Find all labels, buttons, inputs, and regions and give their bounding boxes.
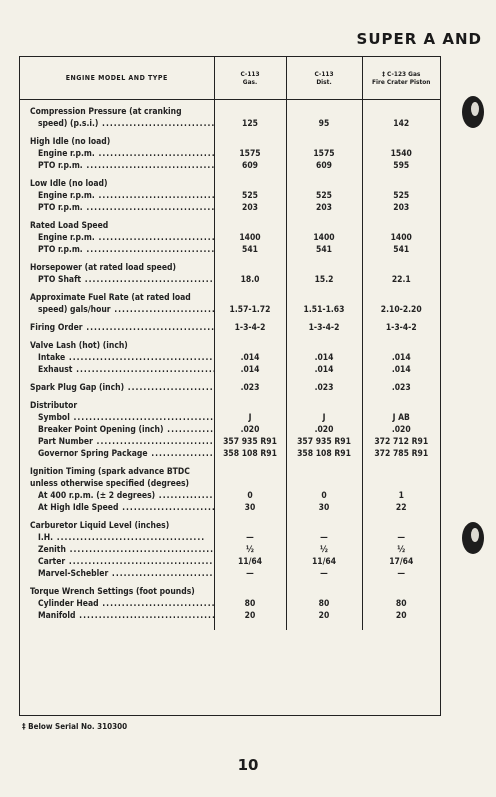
row-label-cell bbox=[20, 190, 214, 202]
empty-cell bbox=[214, 262, 286, 274]
table-row bbox=[20, 544, 440, 556]
value-cell: J bbox=[286, 412, 362, 424]
empty-cell bbox=[286, 478, 362, 490]
row-label: Marvel-Schebler ..... bbox=[38, 569, 214, 579]
row-label-line bbox=[30, 232, 214, 244]
value-cell: 0 bbox=[286, 490, 362, 502]
row-label-cell bbox=[20, 304, 214, 316]
filler-cell bbox=[214, 622, 286, 630]
section-title-row bbox=[20, 400, 440, 412]
filler-cell bbox=[286, 622, 362, 630]
empty-cell bbox=[362, 106, 440, 118]
value-cell: 142 bbox=[362, 118, 440, 130]
value-cell: ½ bbox=[362, 544, 440, 556]
value-cell: J AB bbox=[362, 412, 440, 424]
table-row bbox=[20, 190, 440, 202]
col-header-c113-dist bbox=[286, 57, 362, 99]
row-label: At High Idle Speed ..... bbox=[38, 503, 214, 513]
value-cell: 125 bbox=[214, 118, 286, 130]
row-label-line bbox=[30, 448, 214, 460]
row-label-line bbox=[30, 424, 214, 436]
section-title: Carburetor Liquid Level (inches) bbox=[30, 520, 170, 531]
value-cell: 20 bbox=[214, 610, 286, 622]
value-cell: 372 785 R91 bbox=[362, 448, 440, 460]
value-cell: ½ bbox=[286, 544, 362, 556]
table-row bbox=[20, 232, 440, 244]
section-title: Torque Wrench Settings (foot pounds) bbox=[30, 586, 195, 597]
col-header-line: Gas. bbox=[242, 77, 258, 86]
empty-cell bbox=[214, 586, 286, 598]
value-cell: 541 bbox=[214, 244, 286, 256]
table-row bbox=[20, 274, 440, 286]
row-label: Carter ..... bbox=[38, 557, 214, 567]
value-cell: 1-3-4-2 bbox=[286, 322, 362, 334]
table-row bbox=[20, 322, 440, 334]
table-row bbox=[20, 412, 440, 424]
value-cell: 1-3-4-2 bbox=[214, 322, 286, 334]
row-label: speed) (p.s.i.) ..... bbox=[38, 119, 214, 129]
empty-cell bbox=[362, 292, 440, 304]
value-cell: 372 712 R91 bbox=[362, 436, 440, 448]
table-row bbox=[20, 598, 440, 610]
row-label-line bbox=[30, 610, 214, 622]
section-title-row bbox=[20, 292, 440, 304]
table-row bbox=[20, 160, 440, 172]
empty-cell bbox=[214, 478, 286, 490]
empty-cell bbox=[214, 292, 286, 304]
value-cell: 80 bbox=[362, 598, 440, 610]
row-label: PTO r.p.m. ..... bbox=[38, 245, 214, 255]
value-cell: — bbox=[362, 568, 440, 580]
value-cell: 1.57-1.72 bbox=[214, 304, 286, 316]
col-header-line: Dist. bbox=[316, 77, 332, 86]
page-number: 10 bbox=[237, 756, 259, 774]
row-label-cell bbox=[20, 502, 214, 514]
value-cell: — bbox=[214, 568, 286, 580]
row-label: Engine r.p.m. ..... bbox=[38, 191, 214, 201]
section-title: High Idle (no load) bbox=[30, 136, 111, 147]
section-title: Compression Pressure (at cranking bbox=[30, 106, 182, 117]
section-title-row bbox=[20, 586, 440, 598]
value-cell: 1400 bbox=[286, 232, 362, 244]
value-cell: 541 bbox=[286, 244, 362, 256]
table-row bbox=[20, 304, 440, 316]
empty-cell bbox=[214, 136, 286, 148]
value-cell: 357 935 R91 bbox=[286, 436, 362, 448]
row-label-line bbox=[30, 436, 214, 448]
empty-cell bbox=[286, 262, 362, 274]
empty-cell bbox=[286, 400, 362, 412]
row-label-cell bbox=[20, 232, 214, 244]
empty-cell bbox=[362, 466, 440, 478]
value-cell: 80 bbox=[214, 598, 286, 610]
value-cell: J bbox=[214, 412, 286, 424]
value-cell: 1-3-4-2 bbox=[362, 322, 440, 334]
row-label: Engine r.p.m. ..... bbox=[38, 233, 214, 243]
row-label-cell bbox=[20, 148, 214, 160]
table-row bbox=[20, 502, 440, 514]
row-label: Zenith ..... bbox=[38, 545, 214, 555]
row-label-cell bbox=[20, 202, 214, 214]
binder-hole-bottom bbox=[462, 522, 484, 554]
value-cell: .014 bbox=[214, 364, 286, 376]
value-cell: 203 bbox=[286, 202, 362, 214]
empty-cell bbox=[286, 220, 362, 232]
empty-cell bbox=[362, 262, 440, 274]
row-label-cell bbox=[20, 556, 214, 568]
row-label-line bbox=[30, 244, 214, 256]
empty-cell bbox=[362, 478, 440, 490]
value-cell: 595 bbox=[362, 160, 440, 172]
empty-cell bbox=[362, 220, 440, 232]
value-cell: .014 bbox=[286, 364, 362, 376]
row-label-line bbox=[30, 160, 214, 172]
section-title: Horsepower (at rated load speed) bbox=[30, 262, 177, 273]
row-label-cell bbox=[20, 532, 214, 544]
param-column-header: ENGINE MODEL AND TYPE bbox=[65, 73, 168, 82]
table-row bbox=[20, 610, 440, 622]
row-label: speed) gals/hour ..... bbox=[38, 305, 214, 315]
section-title: Distributor bbox=[30, 400, 78, 411]
value-cell: 1400 bbox=[362, 232, 440, 244]
value-cell: .014 bbox=[286, 352, 362, 364]
row-label-line bbox=[30, 490, 214, 502]
row-label: Cylinder Head ..... bbox=[38, 599, 214, 609]
row-label-line bbox=[30, 202, 214, 214]
table-row bbox=[20, 364, 440, 376]
section-title: Approximate Fuel Rate (at rated load bbox=[30, 292, 191, 303]
empty-cell bbox=[362, 586, 440, 598]
value-cell: 525 bbox=[362, 190, 440, 202]
value-cell: — bbox=[362, 532, 440, 544]
row-label-line bbox=[30, 148, 214, 160]
value-cell: 1 bbox=[362, 490, 440, 502]
section-title: Low Idle (no load) bbox=[30, 178, 108, 189]
value-cell: 358 108 R91 bbox=[286, 448, 362, 460]
table-row bbox=[20, 556, 440, 568]
table-row bbox=[20, 490, 440, 502]
value-cell: 1.51-1.63 bbox=[286, 304, 362, 316]
section-title-row bbox=[20, 478, 440, 490]
empty-cell bbox=[286, 586, 362, 598]
row-label: Governor Spring Package ..... bbox=[38, 449, 214, 459]
col-header-line: ‡ C-123 Gas bbox=[382, 69, 421, 78]
section-title-row bbox=[20, 466, 440, 478]
empty-cell bbox=[214, 106, 286, 118]
section-title-row bbox=[20, 520, 440, 532]
table-row bbox=[20, 436, 440, 448]
value-cell: 15.2 bbox=[286, 274, 362, 286]
row-label: Intake ..... bbox=[38, 353, 214, 363]
section-title: Valve Lash (hot) (inch) bbox=[30, 340, 128, 351]
row-label-cell bbox=[20, 568, 214, 580]
empty-cell bbox=[286, 340, 362, 352]
value-cell: — bbox=[286, 532, 362, 544]
empty-cell bbox=[362, 400, 440, 412]
section-title: Rated Load Speed bbox=[30, 220, 109, 231]
empty-cell bbox=[286, 106, 362, 118]
row-label-line bbox=[30, 304, 214, 316]
row-label-cell bbox=[20, 448, 214, 460]
row-label-line bbox=[30, 118, 214, 130]
row-label: Manifold ..... bbox=[38, 611, 214, 621]
value-cell: .023 bbox=[214, 382, 286, 394]
row-label-line bbox=[30, 544, 214, 556]
table-row bbox=[20, 424, 440, 436]
row-label-cell bbox=[20, 364, 214, 376]
value-cell: .020 bbox=[362, 424, 440, 436]
empty-cell bbox=[214, 520, 286, 532]
row-label-cell bbox=[20, 244, 214, 256]
value-cell: .023 bbox=[286, 382, 362, 394]
value-cell: 358 108 R91 bbox=[214, 448, 286, 460]
row-label-line bbox=[30, 556, 214, 568]
empty-cell bbox=[214, 400, 286, 412]
value-cell: 357 935 R91 bbox=[214, 436, 286, 448]
row-label: Spark Plug Gap (inch) ..... bbox=[30, 383, 214, 393]
filler-row bbox=[20, 622, 440, 630]
col-header-c123-gas bbox=[362, 57, 440, 99]
value-cell: 1540 bbox=[362, 148, 440, 160]
row-label-line bbox=[30, 568, 214, 580]
row-label-cell bbox=[20, 118, 214, 130]
value-cell: 203 bbox=[362, 202, 440, 214]
col-header-line: Fire Crater Piston bbox=[372, 77, 431, 86]
section-title-row bbox=[20, 220, 440, 232]
row-label: Breaker Point Opening (inch) ..... bbox=[38, 425, 214, 435]
value-cell: 22.1 bbox=[362, 274, 440, 286]
value-cell: 1575 bbox=[214, 148, 286, 160]
table-row bbox=[20, 352, 440, 364]
value-cell: 18.0 bbox=[214, 274, 286, 286]
empty-cell bbox=[286, 292, 362, 304]
empty-cell bbox=[214, 466, 286, 478]
section-title-row bbox=[20, 136, 440, 148]
value-cell: — bbox=[286, 568, 362, 580]
empty-cell bbox=[362, 178, 440, 190]
row-label-line bbox=[30, 190, 214, 202]
table-row bbox=[20, 568, 440, 580]
section-title-row bbox=[20, 106, 440, 118]
value-cell: ½ bbox=[214, 544, 286, 556]
section-title-row bbox=[20, 178, 440, 190]
value-cell: 0 bbox=[214, 490, 286, 502]
value-cell: 30 bbox=[214, 502, 286, 514]
row-label-line bbox=[30, 322, 214, 334]
value-cell: 2.10-2.20 bbox=[362, 304, 440, 316]
filler-cell bbox=[362, 622, 440, 630]
col-header-line: C-113 bbox=[314, 69, 334, 78]
value-cell: — bbox=[214, 532, 286, 544]
value-cell: 30 bbox=[286, 502, 362, 514]
empty-cell bbox=[214, 220, 286, 232]
value-cell: 541 bbox=[362, 244, 440, 256]
section-title-row bbox=[20, 262, 440, 274]
table-row bbox=[20, 148, 440, 160]
empty-cell bbox=[214, 340, 286, 352]
col-header-c113-gas bbox=[214, 57, 286, 99]
row-label-cell bbox=[20, 436, 214, 448]
row-label-line bbox=[30, 598, 214, 610]
row-label-cell bbox=[20, 424, 214, 436]
row-label-cell bbox=[20, 544, 214, 556]
value-cell: .023 bbox=[362, 382, 440, 394]
row-label: Engine r.p.m. ..... bbox=[38, 149, 214, 159]
col-header-line: C-113 bbox=[240, 69, 260, 78]
value-cell: 80 bbox=[286, 598, 362, 610]
row-label-cell bbox=[20, 274, 214, 286]
value-cell: 609 bbox=[214, 160, 286, 172]
filler-cell bbox=[20, 622, 214, 630]
value-cell: 11/64 bbox=[286, 556, 362, 568]
table-row bbox=[20, 532, 440, 544]
footnote: ‡ Below Serial No. 310300 bbox=[22, 722, 128, 731]
table-row bbox=[20, 382, 440, 394]
value-cell: .014 bbox=[362, 352, 440, 364]
empty-cell bbox=[286, 136, 362, 148]
value-cell: 525 bbox=[214, 190, 286, 202]
row-label-cell bbox=[20, 490, 214, 502]
table-row bbox=[20, 202, 440, 214]
row-label: PTO r.p.m. ..... bbox=[38, 161, 214, 171]
value-cell: 95 bbox=[286, 118, 362, 130]
value-cell: 20 bbox=[286, 610, 362, 622]
value-cell: 11/64 bbox=[214, 556, 286, 568]
value-cell: .020 bbox=[214, 424, 286, 436]
page-header-title: SUPER A AND bbox=[356, 30, 482, 48]
empty-cell bbox=[362, 340, 440, 352]
row-label-line bbox=[30, 532, 214, 544]
table-row bbox=[20, 448, 440, 460]
row-label: PTO r.p.m. ..... bbox=[38, 203, 214, 213]
binder-hole-top bbox=[462, 96, 484, 128]
row-label: PTO Shaft ..... bbox=[38, 275, 214, 285]
value-cell: 525 bbox=[286, 190, 362, 202]
row-label-cell bbox=[20, 352, 214, 364]
row-label-line bbox=[30, 352, 214, 364]
row-label-line bbox=[30, 502, 214, 514]
empty-cell bbox=[214, 178, 286, 190]
row-label-cell bbox=[20, 412, 214, 424]
row-label: Symbol ..... bbox=[38, 413, 214, 423]
row-label-cell bbox=[20, 610, 214, 622]
section-title-row bbox=[20, 340, 440, 352]
row-label-cell bbox=[20, 322, 214, 334]
row-label: Exhaust ..... bbox=[38, 365, 214, 375]
empty-cell bbox=[362, 136, 440, 148]
value-cell: 20 bbox=[362, 610, 440, 622]
empty-cell bbox=[286, 466, 362, 478]
column-header-row bbox=[20, 57, 440, 99]
row-label-cell bbox=[20, 160, 214, 172]
row-label-line bbox=[30, 382, 214, 394]
value-cell: 1400 bbox=[214, 232, 286, 244]
row-label-cell bbox=[20, 382, 214, 394]
row-label-line bbox=[30, 412, 214, 424]
empty-cell bbox=[286, 520, 362, 532]
empty-cell bbox=[286, 178, 362, 190]
value-cell: 1575 bbox=[286, 148, 362, 160]
value-cell: 609 bbox=[286, 160, 362, 172]
row-label-line bbox=[30, 364, 214, 376]
table-row bbox=[20, 244, 440, 256]
section-title: unless otherwise specified (degrees) bbox=[30, 478, 190, 489]
row-label: At 400 r.p.m. (± 2 degrees) ..... bbox=[38, 491, 214, 501]
spec-table-body bbox=[20, 99, 440, 630]
value-cell: .014 bbox=[362, 364, 440, 376]
section-title: Ignition Timing (spark advance BTDC bbox=[30, 466, 190, 477]
row-label: Firing Order ..... bbox=[30, 323, 214, 333]
table-row bbox=[20, 118, 440, 130]
value-cell: 203 bbox=[214, 202, 286, 214]
engine-spec-table bbox=[19, 56, 441, 716]
value-cell: .020 bbox=[286, 424, 362, 436]
row-label-cell bbox=[20, 598, 214, 610]
value-cell: 22 bbox=[362, 502, 440, 514]
value-cell: .014 bbox=[214, 352, 286, 364]
row-label: I.H. ..... bbox=[38, 533, 205, 543]
row-label: Part Number ..... bbox=[38, 437, 214, 447]
value-cell: 17/64 bbox=[362, 556, 440, 568]
row-label-line bbox=[30, 274, 214, 286]
empty-cell bbox=[362, 520, 440, 532]
